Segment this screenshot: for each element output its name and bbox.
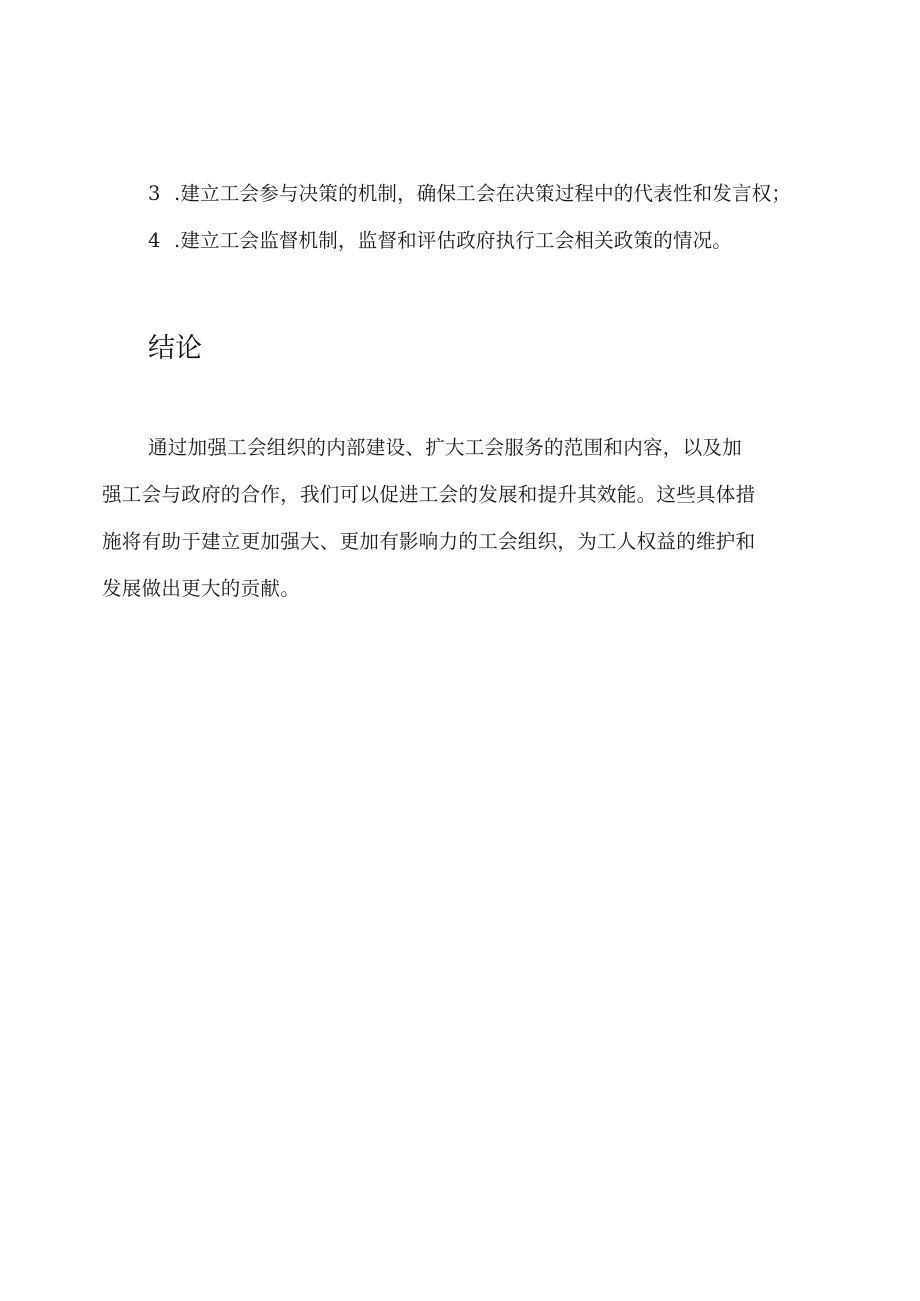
list-item [148, 180, 791, 208]
list-item-text: .建立工会参与决策的机制，确保工会在决策过程中的代表性和发言权； [174, 182, 792, 205]
paragraph-line: 通过加强工会组织的内部建设、扩大工会服务的范围和内容，以及加 [148, 436, 743, 459]
paragraph-line: 强工会与政府的合作，我们可以促进工会的发展和提升其效能。这些具体措 [102, 483, 756, 506]
paragraph-line: 施将有助于建立更加强大、更加有影响力的工会组织，为工人权益的维护和 [102, 530, 756, 553]
conclusion-heading: 结论 [148, 333, 202, 364]
paragraph-line: 发展做出更大的贡献。 [102, 577, 301, 600]
list-item-text: .建立工会监督机制，监督和评估政府执行工会相关政策的情况。 [174, 229, 732, 252]
list-item-number: 3 [148, 182, 161, 205]
list-item-number: 4 [148, 229, 161, 252]
list-item [148, 227, 732, 255]
conclusion-paragraph [102, 424, 802, 612]
